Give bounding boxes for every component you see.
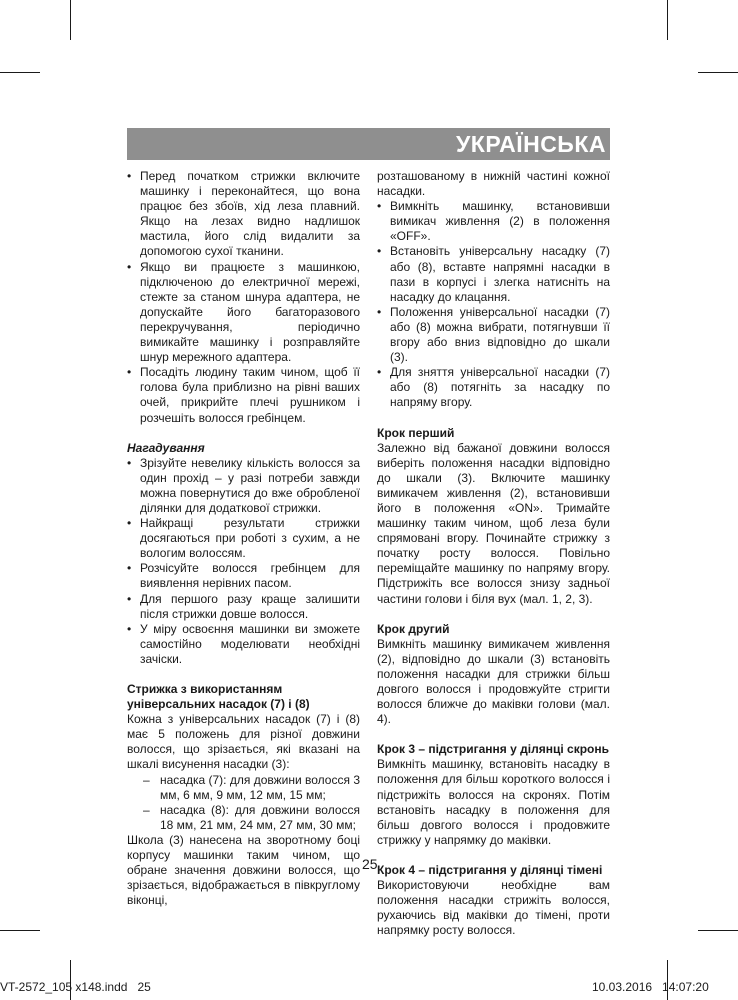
list-item: • Вимкніть машинку, встановивши вимикач живлення (2) в положення «OFF». xyxy=(377,199,610,244)
section-heading: Стрижка з використанням xyxy=(127,682,283,696)
attachment-list xyxy=(127,773,360,833)
banner-title: УКРАЇНСЬКА xyxy=(455,131,606,157)
right-column xyxy=(377,169,610,938)
step4-text: Використовуючи необхідне вам положення насадки стрижіть волосся, рухаючись від маківки до тімені, проти напрямку росту волосся. xyxy=(377,878,610,938)
list-item: • Для першого разу краще залишити після стрижки довше волосся. xyxy=(127,592,360,622)
crop-mark xyxy=(698,930,738,931)
step1-heading: Крок перший xyxy=(377,425,455,440)
crop-mark xyxy=(0,72,40,73)
language-banner xyxy=(127,128,610,160)
section-heading: універсальних насадок (7) і (8) xyxy=(127,697,310,712)
list-item: • У міру освоєння машинки ви зможете самостійно моделювати необхідні зачіски. xyxy=(127,622,360,667)
list-item: • Посадіть людину таким чином, щоб її голова була приблизно на рівні ваших очей, прикрийте плечі рушником і розчешіть волосся гребінцем. xyxy=(127,365,360,425)
list-item: – насадка (8): для довжини волосся 18 мм, 21 мм, 24 мм, 27 мм, 30 мм; xyxy=(143,803,360,833)
step3-text: Вимкніть машинку, встановіть насадку в положення для більш короткого волосся і підстрижіть волосся на скронях. Потім встановіть насадку в положення для більш довгого волосся і продовжите стрижку у напрямку до маківки. xyxy=(377,757,610,847)
list-item: • Розчісуйте волосся гребінцем для виявлення нерівних пасом. xyxy=(127,561,360,591)
list-item: • Зрізуйте невелику кількість волосся за один прохід – у разі потреби завжди можна повернутися до вже обробленої ділянки для додаткової стрижки. xyxy=(127,456,360,516)
step1-text: Залежно від бажаної довжини волосся виберіть положення насадки відповідно до шкали (3). Включите машинку вимикачем живлення (2), встановивши його в положення «ON». Тримайте машинку таким чином, щоб леза були спрямовані вгору. Починайте стрижку з початку росту волосся. Повільно переміщайте машинку по напряму вгору. Підстрижіть все волосся знизу задньої частини голови і біля вух (мал. 1, 2, 3). xyxy=(377,440,610,606)
footer-timestamp: 10.03.2016 14:07:20 xyxy=(592,980,709,994)
scale-paragraph: Школа (3) нанесена на зворотному боці корпусу машинки таким чином, що обране значення довжини волосся, що зрізається, відображається в півкруглому віконці, xyxy=(127,832,360,908)
reminder-heading: Нагадування xyxy=(127,440,205,455)
step3-heading: Крок 3 – підстригання у ділянці скронь xyxy=(377,742,609,757)
continued-paragraph: розташованому в нижній частині кожної насадки. xyxy=(377,169,610,199)
page-number: 25 xyxy=(362,856,378,872)
left-column xyxy=(127,169,360,908)
list-item: • Найкращі результати стрижки досягаються при роботі з сухим, а не вологим волоссям. xyxy=(127,516,360,561)
prep-list xyxy=(127,169,360,426)
crop-mark xyxy=(698,72,738,73)
step2-heading: Крок другий xyxy=(377,621,450,636)
step2-text: Вимкніть машинку вимикачем живлення (2), відповідно до шкали (3) встановіть положення насадки для стрижки більш довгого волосся і продовжуйте стригти волосся ближче до маківки голови (мал. 4). xyxy=(377,636,610,727)
list-item: – насадка (7): для довжини волосся 3 мм, 6 мм, 9 мм, 12 мм, 15 мм; xyxy=(143,773,360,803)
section-paragraph: Кожна з універсальних насадок (7) і (8) має 5 положень для різної довжини волосся, що зрізається, які вказані на шкалі висунення насадки (3): xyxy=(127,712,360,772)
attachment-steps-list xyxy=(377,199,610,410)
crop-mark xyxy=(667,0,668,40)
step4-heading: Крок 4 – підстригання у ділянці тімені xyxy=(377,862,603,877)
list-item: • Для зняття універсальної насадки (7) або (8) потягніть за насадку по напряму вгору. xyxy=(377,365,610,410)
crop-mark xyxy=(0,930,40,931)
reminder-list xyxy=(127,456,360,667)
list-item: • Встановіть універсальну насадку (7) або (8), вставте напрямні насадки в пази в корпусі і злегка натисніть на насадку до клацання. xyxy=(377,244,610,304)
crop-mark xyxy=(70,0,71,40)
list-item: • Положення універсальної насадки (7) або (8) можна вибрати, потягнувши її вгору або вниз відповідно до шкали (3). xyxy=(377,305,610,365)
list-item: • Перед початком стрижки включите машинку і переконайтеся, що вона працює без збоїв, хід леза плавний. Якщо на лезах видно надлишок мастила, його слід видалити за допомогою сухої тканини. xyxy=(127,169,360,260)
list-item: • Якщо ви працюєте з машинкою, підключеною до електричної мережі, стежте за станом шнура адаптера, не допускайте його багаторазового перекручування, періодично вимикайте машинку і розправляйте шнур мережного адаптера. xyxy=(127,260,360,366)
footer-file-info: VT-2572_105 x148.indd 25 xyxy=(0,980,151,994)
